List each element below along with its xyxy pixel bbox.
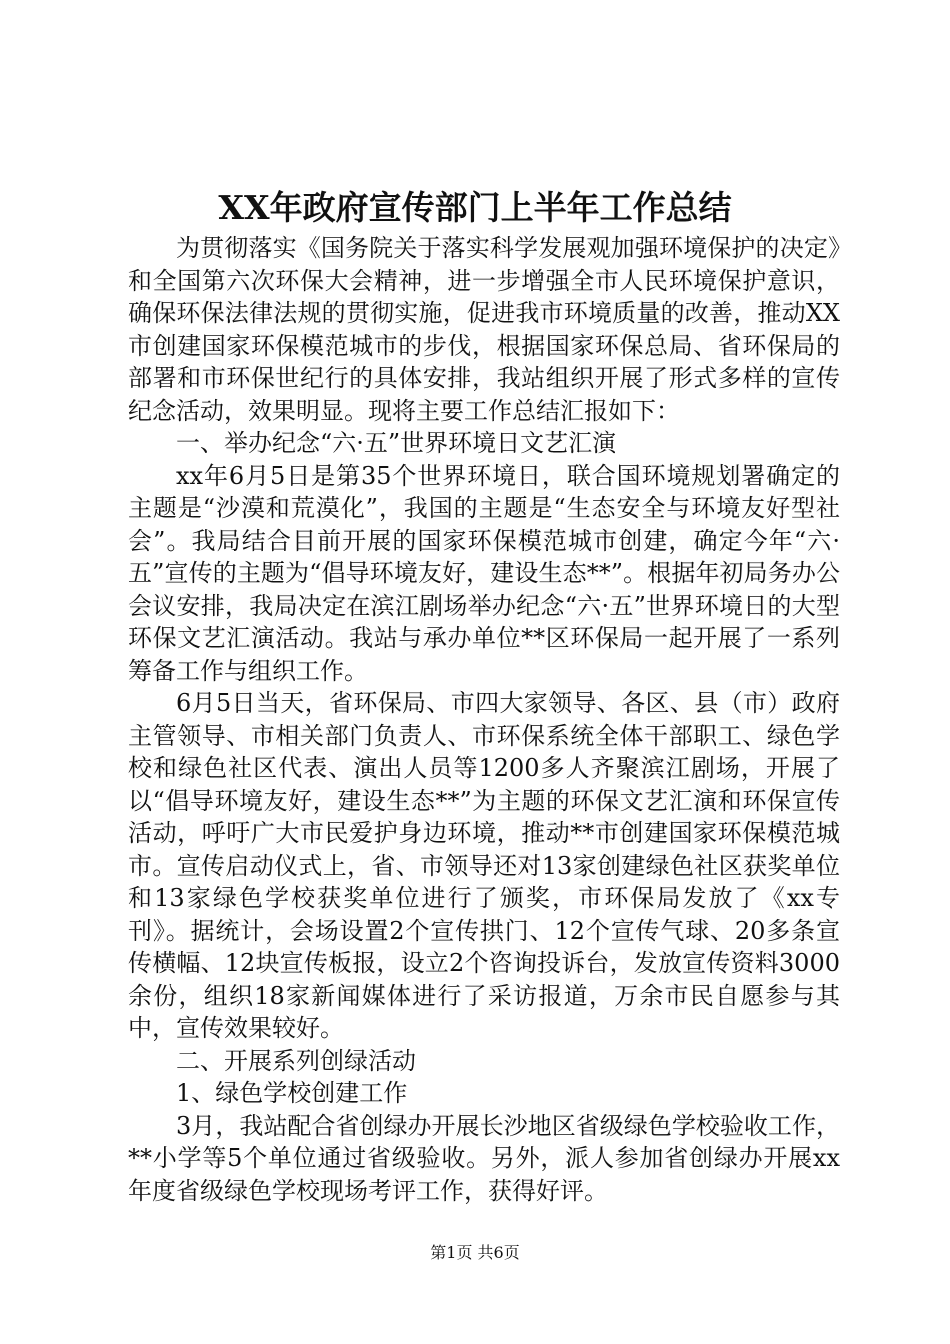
paragraph-environment-day: xx年6月5日是第35个世界环境日，联合国环境规划署确定的主题是“沙漠和荒漠化”，我国的主题是“生态安全与环境友好型社会”。我局结合目前开展的国家环保模范城市创建，确定今年“六·五”宣传的主题为“倡导环境友好，建设生态**”。根据年初局务办公会议安排，我局决定在滨江剧场举办纪念“六·五”世界环境日的大型环保文艺汇演活动。我站与承办单位**区环保局一起开展了一系列筹备工作与组织工作。 [128, 461, 840, 685]
section-heading-1: 一、举办纪念“六·五”世界环境日文艺汇演 [176, 429, 617, 457]
paragraph-june-5-event: 6月5日当天，省环保局、市四大家领导、各区、县（市）政府主管领导、市相关部门负责人、市环保系统全体干部职工、绿色学校和绿色社区代表、演出人员等1200多人齐聚滨江剧场，开展了以“倡导环境友好，建设生态**”为主题的环保文艺汇演和环保宣传活动，呼吁广大市民爱护身边环境，推动**市创建国家环保模范城市。宣传启动仪式上，省、市领导还对13家创建绿色社区获奖单位和13家绿色学校获奖单位进行了颁奖，市环保局发放了《xx专刊》。据统计，会场设置2个宣传拱门、12个宣传气球、20多条宣传横幅、12块宣传板报，设立2个咨询投诉台，发放宣传资料3000余份，组织18家新闻媒体进行了采访报道，万余市民自愿参与其中，宣传效果较好。 [128, 689, 840, 1042]
section-heading-2: 二、开展系列创绿活动 [176, 1046, 416, 1075]
paragraph-intro: 为贯彻落实《国务院关于落实科学发展观加强环境保护的决定》和全国第六次环保大会精神，进一步增强全市人民环境保护意识，确保环保法律法规的贯彻实施，促进我市环境质量的改善，推动XX市创建国家环保模范城市的步伐，根据国家环保总局、省环保局的部署和市环保世纪行的具体安排，我站组织开展了形式多样的宣传纪念活动，效果明显。现将主要工作总结汇报如下： [128, 234, 840, 425]
document-body [128, 232, 840, 1207]
document-title: XX年政府宣传部门上半年工作总结 [218, 188, 732, 227]
page-footer: 第1页 共6页 [430, 1243, 520, 1262]
paragraph-green-schools: 3月，我站配合省创绿办开展长沙地区省级绿色学校验收工作，**小学等5个单位通过省级验收。另外，派人参加省创绿办开展xx年度省级绿色学校现场考评工作，获得好评。 [128, 1111, 840, 1205]
subsection-heading-1: 1、绿色学校创建工作 [176, 1079, 408, 1107]
